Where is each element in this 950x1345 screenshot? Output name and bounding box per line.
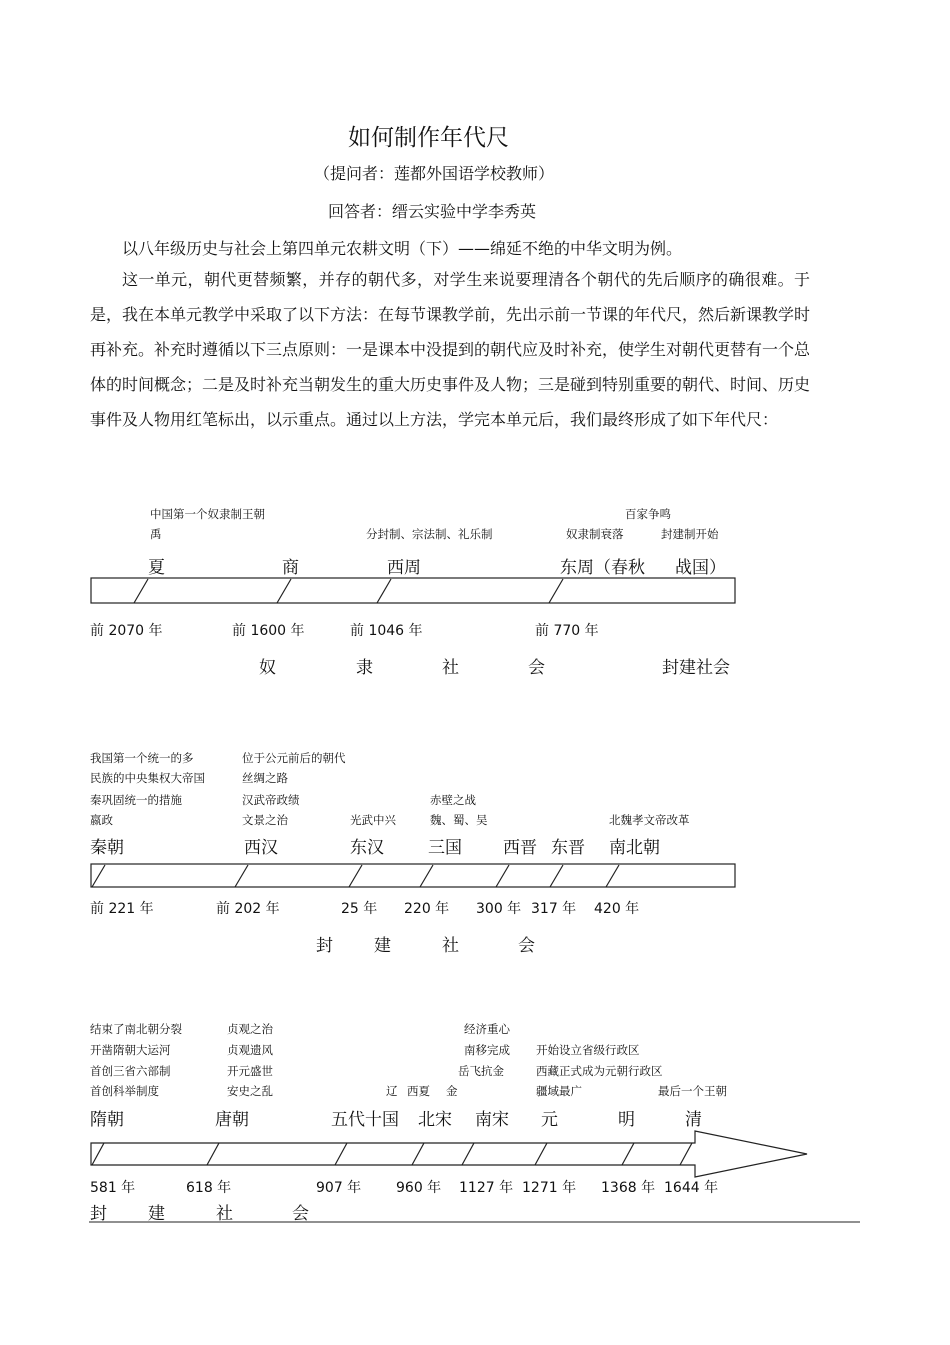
timeline2-note: 嬴政 [90, 813, 113, 827]
timeline1-note: 禹 [150, 527, 162, 541]
timeline3-note: 开元盛世 [227, 1064, 273, 1078]
timeline2-year: 220 年 [404, 901, 450, 917]
timeline3-note: 西夏 [407, 1084, 430, 1098]
answerer-line: 回答者：缙云实验中学李秀英 [328, 202, 537, 221]
timeline3-tick [622, 1143, 634, 1165]
timeline3-tick [412, 1143, 424, 1165]
timeline3-note: 南移完成 [464, 1043, 510, 1057]
timeline3-tick [207, 1143, 219, 1165]
timeline3-dynasty: 南宋 [475, 1110, 509, 1130]
timeline3-era: 封 [90, 1204, 107, 1224]
timeline3-year: 618 年 [186, 1180, 232, 1196]
timeline2-dynasty: 东汉 [350, 838, 384, 858]
timeline2-era: 会 [518, 936, 535, 956]
timeline2-dynasty: 三国 [428, 838, 462, 858]
intro-paragraph: 以八年级历史与社会上第四单元农耕文明（下）——绵延不绝的中华文明为例。 [122, 239, 683, 258]
timeline3-note: 开始设立省级行政区 [536, 1043, 640, 1057]
timeline1-note: 分封制、宗法制、礼乐制 [366, 527, 493, 541]
timeline3-year: 960 年 [396, 1180, 442, 1196]
timeline1-dynasty: 商 [282, 558, 299, 578]
timeline1-note: 奴隶制衰落 [566, 527, 624, 541]
timeline1-tick [277, 579, 291, 603]
timeline2-note: 秦巩固统一的措施 [90, 793, 182, 807]
asker-line: （提问者：莲都外国语学校教师） [314, 164, 555, 183]
timeline1-note: 中国第一个奴隶制王朝 [150, 507, 265, 521]
timeline3-note: 结束了南北朝分裂 [90, 1022, 182, 1036]
timeline3-dynasty: 清 [685, 1110, 702, 1130]
timeline2-note: 魏、蜀、吴 [430, 813, 488, 827]
timeline2-era: 建 [374, 936, 391, 956]
timeline2-dynasty: 西晋 [503, 838, 537, 858]
timeline1-era: 社 [442, 658, 459, 678]
timeline2-dynasty: 西汉 [244, 838, 278, 858]
timeline3-note: 贞观遗风 [227, 1043, 273, 1057]
method-paragraph: 这一单元，朝代更替频繁，并存的朝代多，对学生来说要理清各个朝代的先后顺序的确很难。于是，我在本单元教学中采取了以下方法：在每节课教学前，先出示前一节课的年代尺，然后新课教学时再补充。补充时遵循以下三点原则：一是课本中没提到的朝代应及时补充，使学生对朝代更替有一个总体的时间概念；二是及时补充当朝发生的重大历史事件及人物；三是碰到特别重要的朝代、时间、历史事件及人物用红笔标出，以示重点。通过以上方法，学完本单元后，我们最终形成了如下年代尺： [90, 270, 811, 429]
timeline3-note: 金 [446, 1084, 458, 1098]
timeline2-tick [606, 865, 619, 887]
timeline3-tick [462, 1143, 474, 1165]
timeline3-dynasty: 明 [618, 1110, 635, 1130]
page-title: 如何制作年代尺 [348, 125, 509, 151]
timeline2-year: 前 202 年 [216, 901, 280, 917]
timeline2-bar [91, 864, 735, 887]
timeline2-year: 420 年 [594, 901, 640, 917]
timeline3-note: 西藏正式成为元朝行政区 [536, 1064, 663, 1078]
timeline1-year: 前 1600 年 [232, 623, 305, 639]
timeline1-year: 前 770 年 [535, 623, 599, 639]
timeline3-dynasty: 北宋 [418, 1110, 452, 1130]
timeline3-note: 辽 [386, 1084, 398, 1098]
timeline1-tick [134, 579, 148, 603]
timeline2-dynasty: 南北朝 [609, 838, 660, 858]
timeline1-note: 封建制开始 [661, 527, 719, 541]
timeline3-tick [335, 1143, 347, 1165]
timeline2-note: 丝绸之路 [242, 771, 288, 785]
timeline1-dynasty: 东周（春秋 [560, 558, 645, 578]
timeline2-note: 民族的中央集权大帝国 [90, 771, 205, 785]
timeline2-dynasty: 东晋 [551, 838, 585, 858]
timeline3-note: 首创科举制度 [90, 1084, 159, 1098]
timeline2-year: 317 年 [531, 901, 577, 917]
timeline3-dynasty: 元 [541, 1110, 558, 1130]
timeline3-era: 社 [216, 1204, 233, 1224]
timeline2-tick [550, 865, 563, 887]
timeline3-dynasty: 唐朝 [215, 1110, 249, 1130]
timeline2-note: 光武中兴 [350, 813, 396, 827]
timeline3-year: 1368 年 [601, 1180, 656, 1196]
timeline1-tick [377, 579, 391, 603]
timeline2-tick [92, 865, 105, 887]
timeline3-year: 1127 年 [459, 1180, 514, 1196]
timeline1-dynasty: 西周 [387, 558, 421, 578]
timeline1-dynasty: 战国） [675, 558, 726, 578]
timeline2-year: 300 年 [476, 901, 522, 917]
timeline2-note: 我国第一个统一的多 [90, 751, 194, 765]
timeline2-tick [235, 865, 248, 887]
timeline3-year: 1644 年 [664, 1180, 719, 1196]
timeline1-era: 会 [528, 658, 545, 678]
timeline3-dynasty: 五代十国 [331, 1110, 399, 1130]
timeline3-year: 581 年 [90, 1180, 136, 1196]
timeline1-era: 隶 [356, 658, 373, 678]
timeline2-tick [420, 865, 433, 887]
timeline3-year: 1271 年 [522, 1180, 577, 1196]
timeline2-era: 封 [316, 936, 333, 956]
timeline3-tick [535, 1143, 547, 1165]
timeline2-dynasty: 秦朝 [90, 838, 124, 858]
timeline2-year: 前 221 年 [90, 901, 154, 917]
timeline1-bar [91, 578, 735, 603]
timeline2-era: 社 [442, 936, 459, 956]
timeline1-note: 百家争鸣 [625, 507, 671, 521]
timeline1-dynasty: 夏 [148, 558, 165, 578]
timeline2-year: 25 年 [341, 901, 378, 917]
timeline1-era: 封建社会 [662, 658, 730, 678]
timeline3-tick [92, 1143, 104, 1165]
timeline1-tick [549, 579, 563, 603]
timeline2-tick [496, 865, 509, 887]
timeline3-note: 经济重心 [464, 1022, 510, 1036]
timeline3-note: 首创三省六部制 [90, 1064, 171, 1078]
timeline1-era: 奴 [259, 658, 276, 678]
timeline2-note: 北魏孝文帝改革 [609, 813, 690, 827]
timeline3-year: 907 年 [316, 1180, 362, 1196]
timeline3-note: 岳飞抗金 [458, 1064, 504, 1078]
timeline3-note: 安史之乱 [227, 1084, 273, 1098]
timeline3-era: 会 [292, 1204, 309, 1224]
timeline3-arrow [91, 1131, 807, 1177]
timeline3-note: 疆域最广 [536, 1084, 582, 1098]
timeline1-year: 前 2070 年 [90, 623, 163, 639]
timeline2-note: 位于公元前后的朝代 [242, 751, 346, 765]
timeline3-era: 建 [148, 1204, 165, 1224]
timeline3-note: 贞观之治 [227, 1022, 273, 1036]
timeline3-note: 开凿隋朝大运河 [90, 1043, 171, 1057]
timeline2-note: 汉武帝政绩 [242, 793, 300, 807]
timeline2-note: 文景之治 [242, 813, 288, 827]
timeline3-tick [680, 1143, 692, 1165]
timeline3-dynasty: 隋朝 [90, 1110, 124, 1130]
timeline2-note: 赤壁之战 [430, 793, 476, 807]
timeline2-tick [349, 865, 362, 887]
timeline3-note: 最后一个王朝 [658, 1084, 727, 1098]
timeline1-year: 前 1046 年 [350, 623, 423, 639]
